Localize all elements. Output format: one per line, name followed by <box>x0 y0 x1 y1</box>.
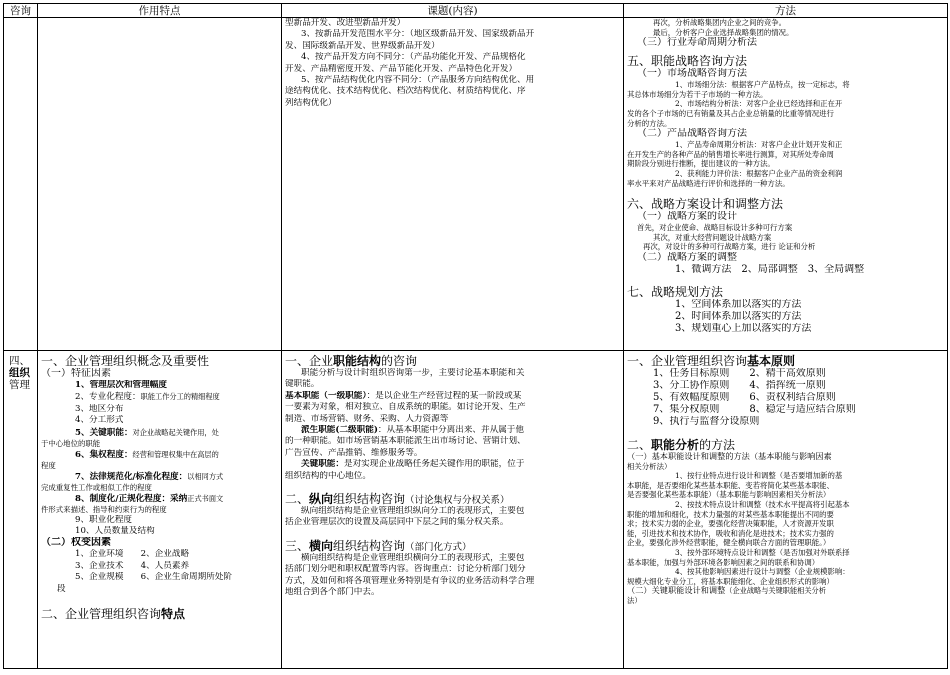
feature-item-desc: 对企业战略起关键作用，处 <box>132 427 219 437</box>
row1-method-cell <box>624 18 948 351</box>
feature-item-title: 2、专业化程度： <box>75 392 141 403</box>
topic-line: 开发、产品精密度开发、产品节能化开发、产品特色化开发） <box>285 63 518 74</box>
topic-text: ：是以企业生产经营过程的某一阶段或某 <box>366 390 522 401</box>
method-subtitle: （一）基本职能设计和调整的方法（基本职能与影响因素 <box>627 452 832 461</box>
method-line: 1、产品寿命周期分析法：对客户企业计划开发和正 <box>675 140 843 150</box>
section5-sub1: （一）市场战略咨询方法 <box>637 68 747 80</box>
feature-item-desc: 以相同方式 <box>187 471 224 481</box>
topic-line: 5、按产品结构优化内容不同分：（产品服务方向结构优化、用 <box>301 75 535 86</box>
method-line: 1、按行业特点进行设计和调整（是否要增加新的基 <box>675 471 843 481</box>
topic-line: 发、国际级新品开发、世界级新品开发） <box>285 40 440 51</box>
method-line: 企业，要强化涉外经营职能，健全横向联合方面的管理职能。） <box>627 538 831 548</box>
topic-line: 括部门划分吧和职权配置等内容。咨询重点：讨论分析部门划分 <box>285 564 526 575</box>
feature-item <box>41 449 278 461</box>
row1-label-cell <box>4 18 38 351</box>
feature-item-title: 1、管理层次和管理幅度 <box>75 380 167 390</box>
row1-feature-cell <box>38 18 282 351</box>
method-subtitle <box>627 586 944 596</box>
section-label-line: 四、 <box>9 355 30 367</box>
topic-title-bold: 纵向 <box>309 492 334 507</box>
topic-title-note: （讨论集权与分权关系） <box>405 495 510 507</box>
factor-line-cont: 段 <box>57 583 66 594</box>
section-label <box>7 351 34 391</box>
feature-item <box>41 380 278 391</box>
header-row <box>4 4 948 18</box>
method-line: 1、空间体系加以落实的方法 <box>675 298 802 310</box>
row2-topic-cell <box>282 351 624 669</box>
topic-title-text: 一、企业 <box>285 354 334 368</box>
feature-item: 9、职业化程度 <box>75 514 133 525</box>
principle-line: 1、任务目标原则 2、精干高效原则 <box>653 368 826 379</box>
method-title-text: 的方法 <box>699 438 736 452</box>
topic-line: 纵向组织结构是企业管理组织纵向分工的表现形式，主要包 <box>301 506 525 517</box>
method-line: 法） <box>627 595 642 605</box>
row2-feature-cell <box>38 351 282 669</box>
method-line: 相关分析法） <box>627 461 672 471</box>
topic-title-1 <box>285 354 620 368</box>
feature-item <box>41 391 278 403</box>
method-line: 求；技术实力弱的企业，要强化经营决策职能，人才资源开发职 <box>627 519 834 529</box>
topic-line: 广告宣传、产品推销、维修服务等。 <box>285 447 423 458</box>
feature-item-cont: 完成重复性工作或相似工作的程度 <box>41 483 152 493</box>
topic-term: 关键职能： <box>301 459 344 470</box>
header-topic: 课题(内容) <box>282 4 624 18</box>
feature-title-2-text: 二、企业管理组织咨询 <box>41 607 162 622</box>
factor-line: 3、企业技术 4、人员素养 <box>75 560 190 571</box>
topic-line: 括企业管理层次的设置及高层同中下层之间的集分权关系。 <box>285 517 509 528</box>
method-title-bold: 职能分析 <box>651 438 700 452</box>
topic-line <box>285 459 620 470</box>
feature-item-desc: 正式书面文 <box>187 493 224 503</box>
topic-line <box>285 425 620 436</box>
topic-line: 的一种职能。如市场营销基本职能派生出市场讨论、营销计划、 <box>285 436 526 447</box>
method-line: 2、市场结构分析法：对客户企业已经选择和正在开 <box>675 99 843 109</box>
row-strategy <box>4 18 948 351</box>
topic-line <box>285 391 620 402</box>
row2-method-cell <box>624 351 948 669</box>
method-line: 再次，分析战略集团内企业之间的竞争。 <box>653 18 787 27</box>
topic-title-text: 组织结构咨询 <box>333 538 406 553</box>
topic-title-bold: 横向 <box>309 538 334 553</box>
topic-line: 组织结构的中心地位。 <box>285 470 371 481</box>
method-line: 基本职能，加强与外部环境各影响因素之间的联系和协调） <box>627 557 820 567</box>
feature-item-cont: 于中心地位的职能 <box>41 439 101 449</box>
topic-title-text: 组织结构咨询 <box>333 492 406 507</box>
method-subtitle-note: （企业战略与关键职能相关分析 <box>725 586 826 596</box>
content-table <box>3 3 948 669</box>
method-line: 率水平来对产品战略进行评价和选择的一种方法。 <box>627 178 790 188</box>
feature-item <box>41 493 278 505</box>
row1-topic-cell <box>282 18 624 351</box>
feature-item-cont: 件形式来描述、指导和约束行为的程度 <box>41 505 167 515</box>
method-line: 是否要强化某些基本职能）（基本职能与影响因素相关分析法） <box>627 490 831 500</box>
feature-sub1: （一）特征因素 <box>41 368 111 379</box>
factor-line: 5、企业规模 6、企业生命周期所处阶 <box>75 572 233 583</box>
principle-line: 5、有效幅度原则 6、责权利结合原则 <box>653 392 836 403</box>
method-line: 3、规划重心上加以落实的方法 <box>675 322 812 334</box>
feature-title: 一、企业管理组织概念及重要性 <box>41 354 210 368</box>
topic-title-text: 三、 <box>285 538 310 553</box>
topic-line: 途结构优化、技术结构优化、档次结构优化、材质结构优化、序 <box>285 86 526 97</box>
feature-item-desc: 职能工作分工的精细程度 <box>140 392 220 402</box>
topic-line: 键职能。 <box>285 379 320 390</box>
method-line: 在开发生产的各种产品的销售增长率进行测算，对其所处寿命周 <box>627 149 834 159</box>
method-line: 本职能，是否要细化某些基本职能、变若将简化某些基本职能、 <box>627 480 834 490</box>
method-subtitle: （三）行业寿命周期分析法 <box>637 37 757 49</box>
principle-line: 9、执行与监督分设原则 <box>653 416 760 427</box>
method-title-text: 一、企业管理组织咨询 <box>627 354 748 368</box>
topic-line: 4、按产品开发方向不同分：（产品功能化开发、产品规格化 <box>301 52 526 63</box>
factor-line: 1、企业环境 2、企业战略 <box>75 549 190 560</box>
topic-line: 地组合到各个部门中去。 <box>285 587 380 598</box>
method-title-bold: 基本原则 <box>747 354 796 368</box>
row-organization <box>4 351 948 669</box>
method-line: 期阶段分别进行推断，提出建议的一种方法。 <box>627 159 775 169</box>
method-line: 能，引进技术和技术协作，吸收和消化是进技术；技术实力强的 <box>627 528 834 538</box>
principle-line: 7、集分权原则 8、稳定与适应结合原则 <box>653 404 856 415</box>
header-feature: 作用特点 <box>38 4 282 18</box>
method-line: 最后，分析客户企业选择战略集团的情况。 <box>653 27 794 37</box>
topic-line: 横向组织结构是企业管理组织横向分工的表现形式，主要包 <box>301 552 525 563</box>
section5-title: 五、职能战略咨询方法 <box>627 54 748 69</box>
topic-line: 一要素为对象，相对独立、自成系统的职能。如讨论开发、生产 <box>285 402 526 413</box>
feature-item <box>41 427 278 439</box>
section7-title: 七、战略规划方法 <box>627 284 724 299</box>
topic-line: 职能分析与设计时组织咨询第一步，主要讨论基本职能和关 <box>301 368 525 378</box>
topic-title-note: （部门化方式） <box>405 541 472 553</box>
section5-sub2: （二）产品战略咨询方法 <box>637 128 747 140</box>
feature-item <box>41 471 278 483</box>
method-line: 2、时间体系加以落实的方法 <box>675 310 802 322</box>
topic-title-text: 的咨询 <box>381 354 418 368</box>
feature-item: 3、地区分布 <box>75 403 124 414</box>
method-title-2 <box>627 438 944 452</box>
topic-line: 型新品开发、改进型新品开发） <box>285 18 406 28</box>
method-line: 2、按技术特点设计和调整（技术水平提高将引起基本 <box>675 499 850 509</box>
header-consult: 咨询 <box>4 4 38 18</box>
method-line: 规模大细化专业分工，将基本职能细化、企业组织形式的影响） <box>627 576 834 586</box>
method-title-text: 二、 <box>627 438 652 452</box>
topic-title-3 <box>285 539 620 553</box>
principle-line: 3、分工协作原则 4、指挥统一原则 <box>653 380 826 391</box>
topic-term: 基本职能（一级职能） <box>285 390 367 401</box>
feature-title-2 <box>41 607 278 621</box>
header-method: 方法 <box>624 4 948 18</box>
topic-title-bold: 职能结构 <box>333 354 382 368</box>
topic-text: ：从基本职能中分离出来、并从属于他 <box>377 425 524 436</box>
method-line: 再次，对设计的多种可行战略方案，进行 论证和分析 <box>643 242 816 252</box>
method-line: 发的各个子市场的已有销量及其占企业总销量的比重等情况进行 <box>627 108 834 118</box>
feature-item-title: 6、集权程度： <box>75 449 133 460</box>
method-line: 1、微调方法 2、局部调整 3、全局调整 <box>675 263 865 275</box>
section6-sub1: （一）战略方案的设计 <box>637 211 737 223</box>
feature-item-desc: 经营和管理权集中在高层的 <box>132 449 219 459</box>
feature-title-2-bold: 特点 <box>161 607 186 622</box>
feature-item: 10、人员数量及结构 <box>75 526 155 537</box>
topic-text: 是对实现企业战略任务起关键作用的职能，位于 <box>343 459 525 470</box>
section6-title: 六、战略方案设计和调整方法 <box>627 197 784 212</box>
method-line: 1、市场细分法：根据客户产品特点，按一定标志，将 <box>675 80 850 90</box>
method-line: 分析的方法。 <box>627 118 672 128</box>
section6-sub2: （二）战略方案的调整 <box>637 251 737 263</box>
topic-line: 制造、市场营销、财务、采购、人力资源等 <box>285 413 449 424</box>
row2-label-cell <box>4 351 38 669</box>
feature-item: 4、分工形式 <box>75 415 124 426</box>
topic-line: 方式，及如何和将各项管理业务特别是有争议的业务活动科学合理 <box>285 575 535 586</box>
topic-line: 列结构优化） <box>285 97 337 108</box>
method-line: 其总体市场细分为若干子市场的一种方法。 <box>627 89 768 99</box>
topic-title-text: 二、 <box>285 492 310 507</box>
feature-sub2: （二）权变因素 <box>41 537 111 549</box>
feature-item-title: 5、关键职能： <box>75 427 133 438</box>
topic-title-2 <box>285 492 620 506</box>
method-line: 3、按外部环境特点设计和调整（是否加强对外联系择 <box>675 547 850 557</box>
method-line: 职能的增加和细化，技术力量强的对某些基本职能提出不同的要 <box>627 509 834 519</box>
section-label-line: 管理 <box>9 379 30 391</box>
topic-term: 派生职能(二级职能) <box>301 425 378 436</box>
method-line: 4、按其他影响因素进行设计与调整（企业规模影响： <box>675 567 850 577</box>
method-title-1 <box>627 354 944 368</box>
topic-line: 3、按新品开发范围水平分：（地区级新品开发、国家级新品开 <box>301 29 535 40</box>
section-label-line: 组织 <box>9 367 30 379</box>
feature-item-title: 7、法律规范化/标准化程度： <box>75 471 188 482</box>
method-line: 其次，对重大经营问题设计战略方案 <box>653 232 772 242</box>
method-line: 首先，对企业使命、战略目标设计多种可行方案 <box>637 223 793 233</box>
method-subtitle-text: （二）关键职能设计和调整 <box>627 586 726 596</box>
feature-item-cont: 程度 <box>41 461 56 471</box>
method-line: 2、获利能力评价法：根据客户企业产品的资金利润 <box>675 168 843 178</box>
feature-item-title: 8、制度化/正规化程度：采纳 <box>75 493 188 504</box>
